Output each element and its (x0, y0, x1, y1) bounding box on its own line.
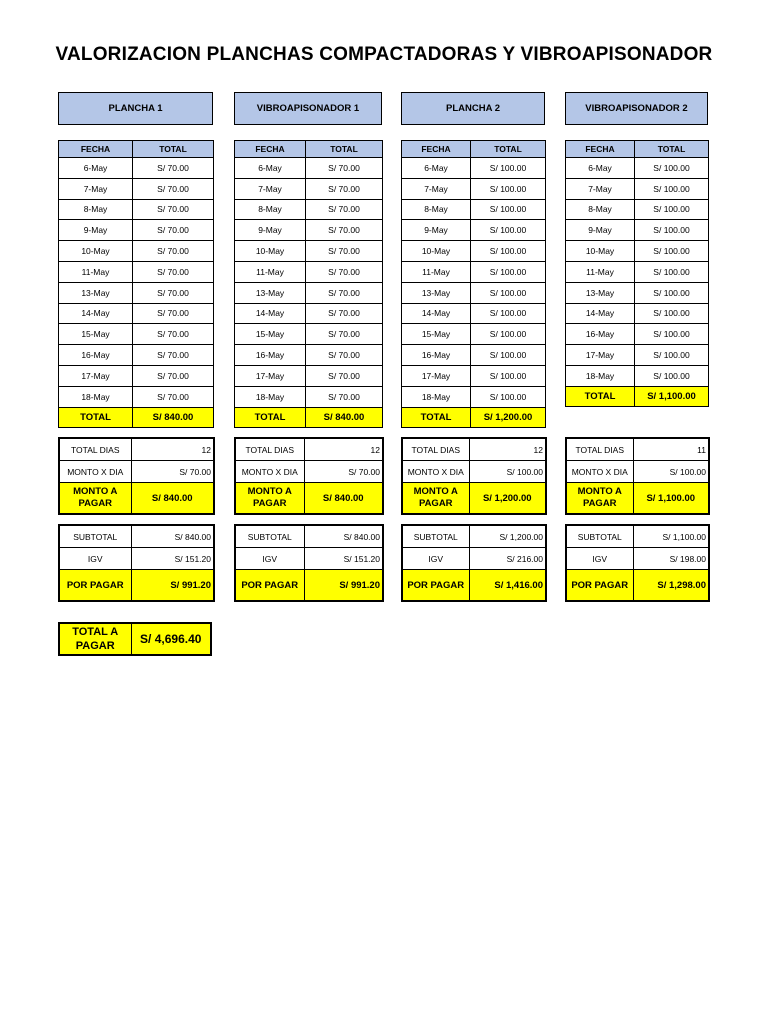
subtotal-value: S/ 840.00 (131, 525, 214, 548)
total-value: S/ 840.00 (133, 407, 214, 427)
subtotal-label: SUBTOTAL (235, 525, 304, 548)
total-cell: S/ 70.00 (133, 386, 214, 407)
daily-table (565, 140, 709, 407)
fecha-cell: 6-May (566, 158, 635, 179)
fecha-cell: 11-May (402, 261, 471, 282)
daily-table-header-row (566, 141, 709, 158)
por-pagar-row (235, 570, 383, 602)
monto-dia-label: MONTO X DIA (59, 461, 131, 483)
total-cell: S/ 70.00 (306, 199, 383, 220)
fecha-cell: 18-May (59, 386, 133, 407)
table-row (59, 241, 214, 262)
total-row (59, 407, 214, 427)
subtotal-value: S/ 840.00 (304, 525, 383, 548)
total-cell: S/ 70.00 (306, 365, 383, 386)
subtotal-label: SUBTOTAL (566, 525, 633, 548)
payment-summary-table (401, 524, 547, 602)
fecha-cell: 9-May (566, 220, 635, 241)
table-row (235, 261, 383, 282)
subtotal-row (59, 525, 214, 548)
table-row (59, 365, 214, 386)
monto-pagar-row (235, 483, 383, 515)
table-row (59, 282, 214, 303)
total-cell: S/ 70.00 (306, 241, 383, 262)
table-row (566, 261, 709, 282)
table-row (566, 324, 709, 345)
total-cell: S/ 100.00 (635, 303, 709, 324)
total-dias-row (402, 438, 546, 461)
table-row (402, 178, 546, 199)
monto-dia-row (566, 461, 709, 483)
por-pagar-label: POR PAGAR (235, 570, 304, 602)
table-row (235, 386, 383, 407)
table-row (566, 365, 709, 386)
total-cell: S/ 70.00 (133, 178, 214, 199)
section-header: PLANCHA 1 (58, 92, 213, 125)
total-cell: S/ 100.00 (471, 178, 546, 199)
fecha-cell: 15-May (59, 324, 133, 345)
igv-row (402, 548, 546, 570)
fecha-cell: 11-May (59, 261, 133, 282)
days-summary-table (234, 437, 384, 515)
total-column-header: TOTAL (635, 141, 709, 158)
total-cell: S/ 100.00 (635, 158, 709, 179)
monto-pagar-label: MONTO A PAGAR (566, 483, 633, 515)
fecha-cell: 10-May (235, 241, 306, 262)
total-cell: S/ 100.00 (471, 241, 546, 262)
igv-label: IGV (402, 548, 469, 570)
igv-value: S/ 151.20 (304, 548, 383, 570)
total-cell: S/ 100.00 (471, 303, 546, 324)
section-header: VIBROAPISONADOR 1 (234, 92, 382, 125)
total-cell: S/ 100.00 (471, 282, 546, 303)
monto-pagar-label: MONTO A PAGAR (59, 483, 131, 515)
fecha-cell: 6-May (402, 158, 471, 179)
fecha-cell: 9-May (402, 220, 471, 241)
monto-dia-row (402, 461, 546, 483)
fecha-cell: 11-May (566, 261, 635, 282)
table-row (566, 241, 709, 262)
total-cell: S/ 100.00 (635, 324, 709, 345)
fecha-cell: 8-May (402, 199, 471, 220)
igv-label: IGV (566, 548, 633, 570)
fecha-cell: 14-May (566, 303, 635, 324)
fecha-cell: 9-May (59, 220, 133, 241)
total-cell: S/ 100.00 (471, 324, 546, 345)
table-row (402, 303, 546, 324)
table-row (235, 282, 383, 303)
total-cell: S/ 100.00 (635, 241, 709, 262)
fecha-cell: 16-May (566, 324, 635, 345)
total-dias-label: TOTAL DIAS (235, 438, 304, 461)
total-dias-value: 11 (633, 438, 709, 461)
fecha-cell: 17-May (566, 345, 635, 366)
monto-dia-value: S/ 100.00 (633, 461, 709, 483)
fecha-cell: 6-May (235, 158, 306, 179)
total-cell: S/ 100.00 (471, 158, 546, 179)
total-row (566, 386, 709, 406)
monto-dia-label: MONTO X DIA (566, 461, 633, 483)
total-dias-value: 12 (469, 438, 546, 461)
table-row (235, 365, 383, 386)
fecha-cell: 10-May (59, 241, 133, 262)
table-row (566, 345, 709, 366)
monto-dia-value: S/ 70.00 (304, 461, 383, 483)
fecha-cell: 13-May (566, 282, 635, 303)
total-cell: S/ 70.00 (306, 386, 383, 407)
igv-row (235, 548, 383, 570)
table-row (566, 158, 709, 179)
por-pagar-label: POR PAGAR (59, 570, 131, 602)
section-header: VIBROAPISONADOR 2 (565, 92, 708, 125)
grand-total-value: S/ 4,696.40 (131, 623, 211, 655)
total-label: TOTAL (402, 407, 471, 427)
monto-dia-label: MONTO X DIA (402, 461, 469, 483)
total-label: TOTAL (566, 386, 635, 406)
total-dias-row (59, 438, 214, 461)
total-dias-value: 12 (131, 438, 214, 461)
monto-pagar-label: MONTO A PAGAR (402, 483, 469, 515)
fecha-cell: 8-May (59, 199, 133, 220)
table-row (59, 158, 214, 179)
table-row (566, 220, 709, 241)
total-cell: S/ 100.00 (635, 345, 709, 366)
table-row (402, 220, 546, 241)
total-cell: S/ 70.00 (133, 303, 214, 324)
igv-label: IGV (235, 548, 304, 570)
table-row (59, 324, 214, 345)
total-column-header: TOTAL (306, 141, 383, 158)
total-cell: S/ 100.00 (471, 261, 546, 282)
monto-dia-row (59, 461, 214, 483)
total-cell: S/ 70.00 (133, 282, 214, 303)
monto-pagar-value: S/ 840.00 (304, 483, 383, 515)
por-pagar-row (59, 570, 214, 602)
total-dias-label: TOTAL DIAS (402, 438, 469, 461)
total-dias-row (235, 438, 383, 461)
igv-row (59, 548, 214, 570)
table-row (402, 324, 546, 345)
igv-value: S/ 151.20 (131, 548, 214, 570)
daily-table (58, 140, 214, 428)
days-summary-table (401, 437, 547, 515)
fecha-cell: 9-May (235, 220, 306, 241)
fecha-column-header: FECHA (59, 141, 133, 158)
daily-table-header-row (59, 141, 214, 158)
por-pagar-value: S/ 991.20 (131, 570, 214, 602)
table-row (235, 220, 383, 241)
total-value: S/ 840.00 (306, 407, 383, 427)
total-cell: S/ 70.00 (133, 241, 214, 262)
payment-summary-table (234, 524, 384, 602)
fecha-cell: 14-May (402, 303, 471, 324)
fecha-column-header: FECHA (566, 141, 635, 158)
subtotal-value: S/ 1,200.00 (469, 525, 546, 548)
table-row (402, 345, 546, 366)
total-cell: S/ 100.00 (635, 282, 709, 303)
grand-total-label: TOTAL A PAGAR (59, 623, 131, 655)
fecha-cell: 18-May (402, 386, 471, 407)
igv-value: S/ 216.00 (469, 548, 546, 570)
fecha-cell: 8-May (235, 199, 306, 220)
total-cell: S/ 70.00 (133, 365, 214, 386)
fecha-cell: 14-May (235, 303, 306, 324)
fecha-cell: 13-May (235, 282, 306, 303)
table-row (235, 324, 383, 345)
fecha-cell: 16-May (59, 345, 133, 366)
por-pagar-label: POR PAGAR (566, 570, 633, 602)
monto-dia-value: S/ 70.00 (131, 461, 214, 483)
total-cell: S/ 100.00 (635, 220, 709, 241)
total-label: TOTAL (235, 407, 306, 427)
monto-pagar-row (59, 483, 214, 515)
total-cell: S/ 100.00 (471, 365, 546, 386)
igv-label: IGV (59, 548, 131, 570)
por-pagar-value: S/ 1,416.00 (469, 570, 546, 602)
payment-summary-table (58, 524, 215, 602)
table-row (566, 303, 709, 324)
total-row (235, 407, 383, 427)
subtotal-row (566, 525, 709, 548)
days-summary-table (58, 437, 215, 515)
subtotal-value: S/ 1,100.00 (633, 525, 709, 548)
total-value: S/ 1,200.00 (471, 407, 546, 427)
table-row (566, 178, 709, 199)
por-pagar-value: S/ 991.20 (304, 570, 383, 602)
table-row (235, 241, 383, 262)
total-column-header: TOTAL (133, 141, 214, 158)
monto-pagar-value: S/ 1,100.00 (633, 483, 709, 515)
total-dias-label: TOTAL DIAS (566, 438, 633, 461)
grand-total-table (58, 622, 212, 656)
fecha-cell: 13-May (402, 282, 471, 303)
table-row (402, 365, 546, 386)
total-value: S/ 1,100.00 (635, 386, 709, 406)
table-row (402, 261, 546, 282)
table-row (235, 303, 383, 324)
table-row (566, 199, 709, 220)
total-cell: S/ 100.00 (471, 386, 546, 407)
total-dias-label: TOTAL DIAS (59, 438, 131, 461)
fecha-cell: 10-May (402, 241, 471, 262)
fecha-column-header: FECHA (402, 141, 471, 158)
fecha-cell: 11-May (235, 261, 306, 282)
total-cell: S/ 70.00 (306, 282, 383, 303)
table-row (402, 158, 546, 179)
total-row (402, 407, 546, 427)
igv-row (566, 548, 709, 570)
table-row (402, 282, 546, 303)
table-row (59, 261, 214, 282)
daily-table (401, 140, 546, 428)
por-pagar-label: POR PAGAR (402, 570, 469, 602)
subtotal-label: SUBTOTAL (402, 525, 469, 548)
days-summary-table (565, 437, 710, 515)
monto-dia-value: S/ 100.00 (469, 461, 546, 483)
fecha-cell: 17-May (59, 365, 133, 386)
total-cell: S/ 100.00 (471, 199, 546, 220)
total-cell: S/ 70.00 (133, 220, 214, 241)
total-cell: S/ 70.00 (306, 158, 383, 179)
fecha-cell: 7-May (566, 178, 635, 199)
monto-pagar-label: MONTO A PAGAR (235, 483, 304, 515)
daily-table (234, 140, 383, 428)
table-row (235, 158, 383, 179)
por-pagar-row (402, 570, 546, 602)
monto-pagar-value: S/ 840.00 (131, 483, 214, 515)
payment-summary-table (565, 524, 710, 602)
fecha-cell: 16-May (402, 345, 471, 366)
total-cell: S/ 70.00 (306, 178, 383, 199)
fecha-cell: 15-May (235, 324, 306, 345)
fecha-column-header: FECHA (235, 141, 306, 158)
section-header: PLANCHA 2 (401, 92, 545, 125)
monto-pagar-value: S/ 1,200.00 (469, 483, 546, 515)
table-row (59, 345, 214, 366)
total-cell: S/ 70.00 (306, 261, 383, 282)
fecha-cell: 10-May (566, 241, 635, 262)
page-title: VALORIZACION PLANCHAS COMPACTADORAS Y VIBROAPISONADOR (55, 44, 713, 65)
monto-pagar-row (566, 483, 709, 515)
total-cell: S/ 70.00 (306, 303, 383, 324)
table-row (566, 282, 709, 303)
table-row (402, 386, 546, 407)
fecha-cell: 13-May (59, 282, 133, 303)
igv-value: S/ 198.00 (633, 548, 709, 570)
total-cell: S/ 70.00 (306, 324, 383, 345)
fecha-cell: 7-May (59, 178, 133, 199)
table-row (59, 199, 214, 220)
daily-table-header-row (235, 141, 383, 158)
monto-dia-row (235, 461, 383, 483)
table-row (59, 178, 214, 199)
table-row (59, 220, 214, 241)
table-row (402, 241, 546, 262)
fecha-cell: 7-May (235, 178, 306, 199)
fecha-cell: 6-May (59, 158, 133, 179)
total-cell: S/ 70.00 (133, 199, 214, 220)
fecha-cell: 18-May (235, 386, 306, 407)
table-row (235, 345, 383, 366)
total-cell: S/ 100.00 (635, 261, 709, 282)
total-cell: S/ 70.00 (306, 220, 383, 241)
total-dias-row (566, 438, 709, 461)
total-cell: S/ 100.00 (635, 365, 709, 386)
total-cell: S/ 100.00 (635, 199, 709, 220)
subtotal-row (402, 525, 546, 548)
daily-table-header-row (402, 141, 546, 158)
fecha-cell: 14-May (59, 303, 133, 324)
total-cell: S/ 100.00 (471, 345, 546, 366)
grand-total-row (59, 623, 211, 655)
total-cell: S/ 70.00 (133, 345, 214, 366)
fecha-cell: 16-May (235, 345, 306, 366)
subtotal-row (235, 525, 383, 548)
monto-pagar-row (402, 483, 546, 515)
fecha-cell: 15-May (402, 324, 471, 345)
total-column-header: TOTAL (471, 141, 546, 158)
monto-dia-label: MONTO X DIA (235, 461, 304, 483)
table-row (402, 199, 546, 220)
fecha-cell: 18-May (566, 365, 635, 386)
total-cell: S/ 100.00 (635, 178, 709, 199)
total-cell: S/ 70.00 (306, 345, 383, 366)
table-row (235, 199, 383, 220)
table-row (59, 303, 214, 324)
table-row (59, 386, 214, 407)
fecha-cell: 8-May (566, 199, 635, 220)
total-cell: S/ 100.00 (471, 220, 546, 241)
total-cell: S/ 70.00 (133, 324, 214, 345)
fecha-cell: 7-May (402, 178, 471, 199)
total-label: TOTAL (59, 407, 133, 427)
fecha-cell: 17-May (235, 365, 306, 386)
total-dias-value: 12 (304, 438, 383, 461)
por-pagar-row (566, 570, 709, 602)
total-cell: S/ 70.00 (133, 261, 214, 282)
total-cell: S/ 70.00 (133, 158, 214, 179)
fecha-cell: 17-May (402, 365, 471, 386)
table-row (235, 178, 383, 199)
subtotal-label: SUBTOTAL (59, 525, 131, 548)
por-pagar-value: S/ 1,298.00 (633, 570, 709, 602)
